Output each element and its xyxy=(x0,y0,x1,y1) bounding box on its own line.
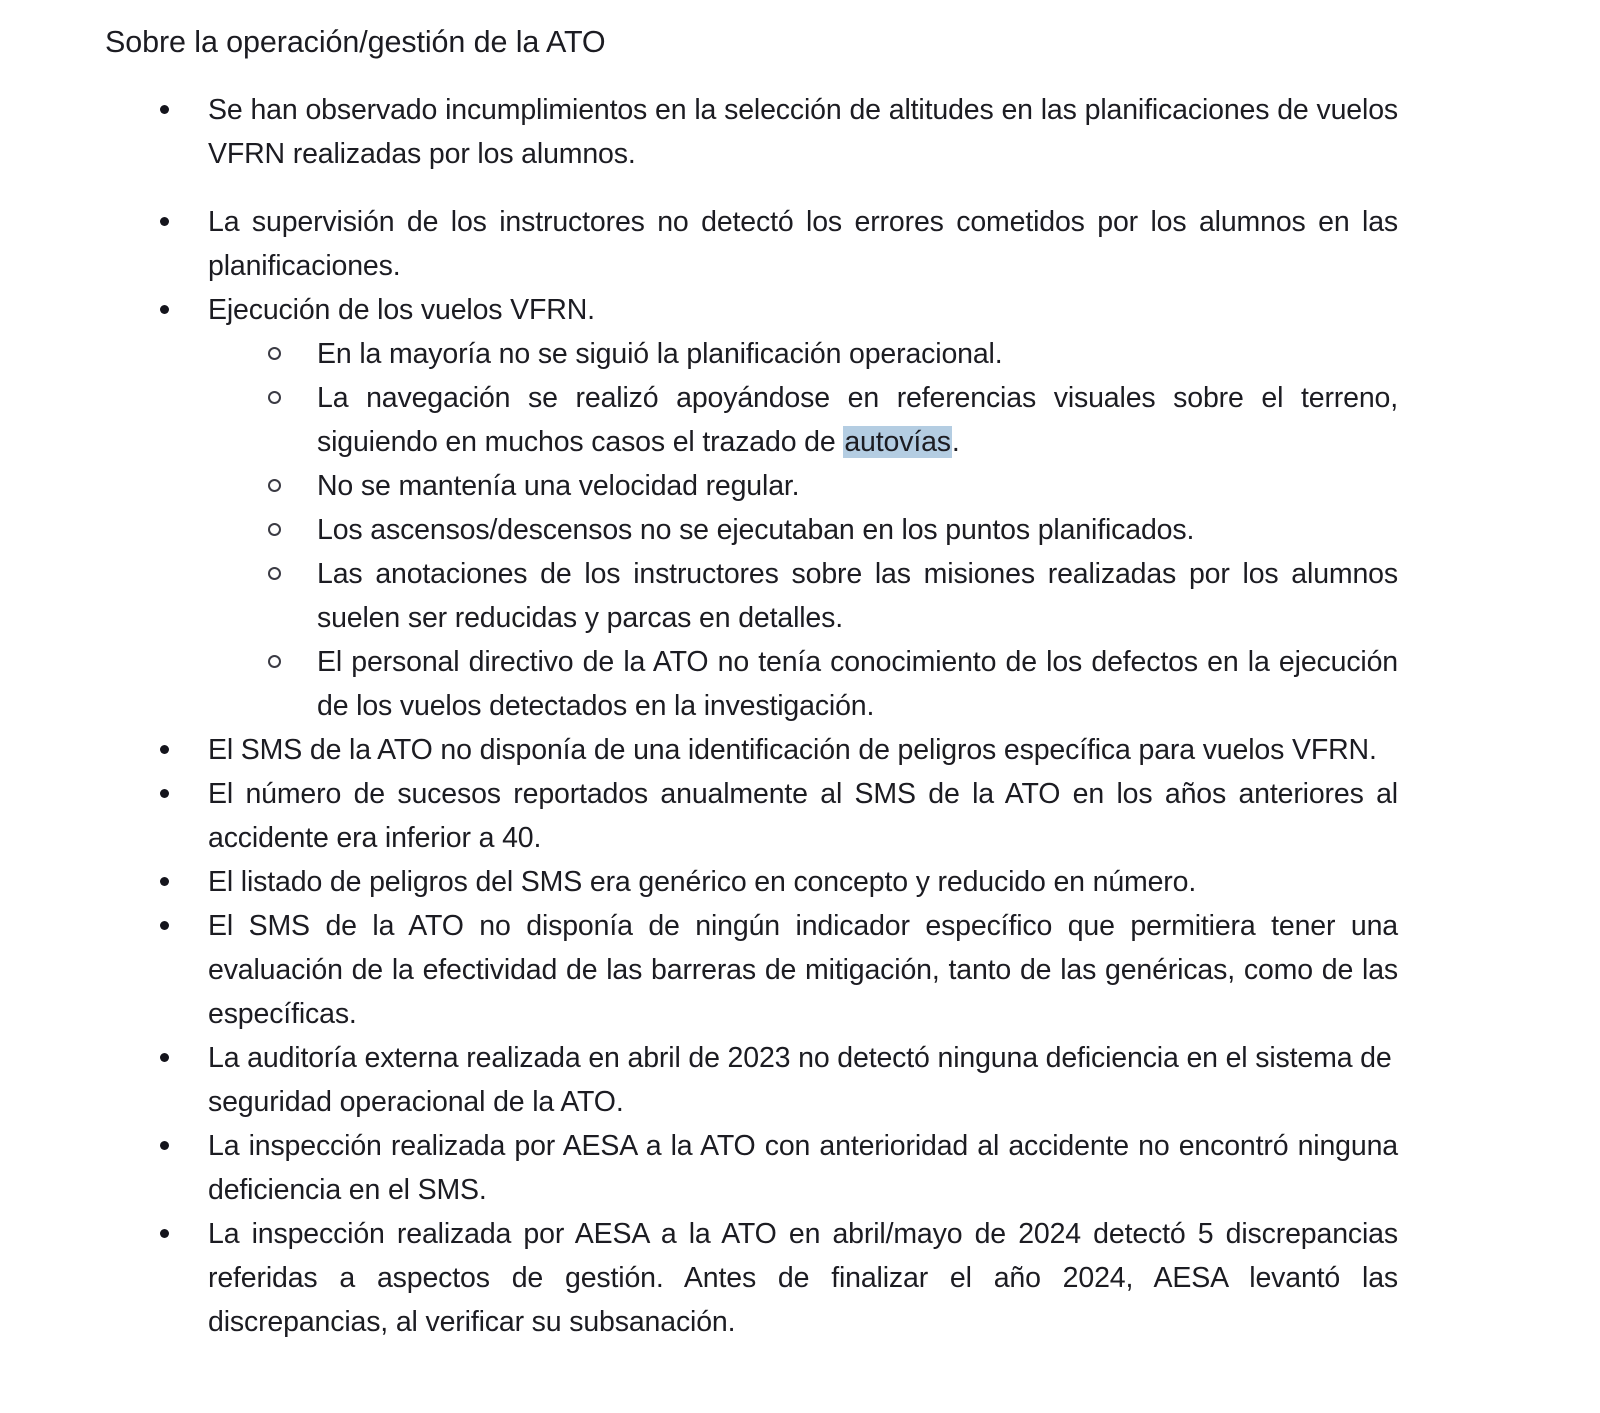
sub-bullet-marker-icon xyxy=(268,552,288,596)
list-item-text: El SMS de la ATO no disponía de ningún indicador específico que permitiera tener una evaluación de la efectividad de las barreras de mitigación, tanto de las genéricas, como de las específicas. xyxy=(208,910,1398,1030)
highlighted-term: autovías xyxy=(844,426,951,458)
sub-list-item-text: En la mayoría no se siguió la planificación operacional. xyxy=(317,338,1003,370)
bullet-marker-icon xyxy=(160,1124,180,1168)
list-item-text: La inspección realizada por AESA a la ATO con anterioridad al accidente no encontró ninguna deficiencia en el SMS. xyxy=(208,1130,1398,1206)
page-title: Sobre la operación/gestión de la ATO xyxy=(105,25,606,59)
bullet-marker-icon xyxy=(160,728,180,772)
list-item xyxy=(0,288,1600,332)
list-item xyxy=(0,88,1600,176)
list-item-text: Ejecución de los vuelos VFRN. xyxy=(208,294,595,326)
list-item-text: El número de sucesos reportados anualmente al SMS de la ATO en los años anteriores al accidente era inferior a 40. xyxy=(208,778,1398,854)
list-item-text: La inspección realizada por AESA a la ATO en abril/mayo de 2024 detectó 5 discrepancias referidas a aspectos de gestión. Antes de finalizar el año 2024, AESA levantó las discrepancias, al verificar su subsanación. xyxy=(208,1218,1398,1338)
bullet-marker-icon xyxy=(160,200,180,244)
list-item-text: La supervisión de los instructores no detectó los errores cometidos por los alumnos en las planificaciones. xyxy=(208,206,1398,282)
list-item xyxy=(0,1212,1600,1344)
sub-bullet-marker-icon xyxy=(268,332,288,376)
sub-list-item xyxy=(0,508,1600,552)
list-item-text: La auditoría externa realizada en abril de 2023 no detectó ninguna deficiencia en el sistema de seguridad operacional de la ATO. xyxy=(208,1042,1392,1118)
list-item-text: Se han observado incumplimientos en la selección de altitudes en las planificaciones de vuelos VFRN realizadas por los alumnos. xyxy=(208,94,1398,170)
bullet-marker-icon xyxy=(160,904,180,948)
sub-list-item-text: Las anotaciones de los instructores sobre las misiones realizadas por los alumnos suelen ser reducidas y parcas en detalles. xyxy=(317,558,1398,634)
sub-list-item-text xyxy=(317,376,1398,464)
sub-list-item xyxy=(0,464,1600,508)
bullet-marker-icon xyxy=(160,860,180,904)
list-item-text: El listado de peligros del SMS era genérico en concepto y reducido en número. xyxy=(208,866,1197,898)
sub-list-item-text: Los ascensos/descensos no se ejecutaban en los puntos planificados. xyxy=(317,514,1195,546)
sub-bullet-marker-icon xyxy=(268,464,288,508)
sub-list-item-text: No se mantenía una velocidad regular. xyxy=(317,470,800,502)
sub-list-item xyxy=(0,640,1600,728)
sub-list-item xyxy=(0,552,1600,640)
list-item xyxy=(0,1124,1600,1212)
list-item xyxy=(0,728,1600,772)
list-item xyxy=(0,772,1600,860)
list-item xyxy=(0,200,1600,288)
sub-list-item-text-tail: . xyxy=(951,426,960,458)
bullet-marker-icon xyxy=(160,1212,180,1256)
bullet-marker-icon xyxy=(160,288,180,332)
bullet-marker-icon xyxy=(160,772,180,816)
bullet-marker-icon xyxy=(160,1036,180,1080)
sub-bullet-marker-icon xyxy=(268,640,288,684)
list-item xyxy=(0,860,1600,904)
spacer xyxy=(0,176,1600,200)
list-item xyxy=(0,904,1600,1036)
sub-list-item xyxy=(0,332,1600,376)
sub-bullet-marker-icon xyxy=(268,508,288,552)
list-item xyxy=(0,1036,1600,1124)
sub-bullet-marker-icon xyxy=(268,376,288,420)
findings-list xyxy=(0,88,1600,1344)
sub-list-item-text: El personal directivo de la ATO no tenía conocimiento de los defectos en la ejecución de los vuelos detectados en la investigación. xyxy=(317,646,1398,722)
sub-list-item xyxy=(0,376,1600,464)
sub-list-item-text-lead: La navegación se realizó apoyándose en referencias visuales sobre el terreno, siguiendo en muchos casos el trazado de xyxy=(317,382,1398,458)
list-item-text: El SMS de la ATO no disponía de una identificación de peligros específica para vuelos VFRN. xyxy=(208,734,1377,766)
bullet-marker-icon xyxy=(160,88,180,132)
